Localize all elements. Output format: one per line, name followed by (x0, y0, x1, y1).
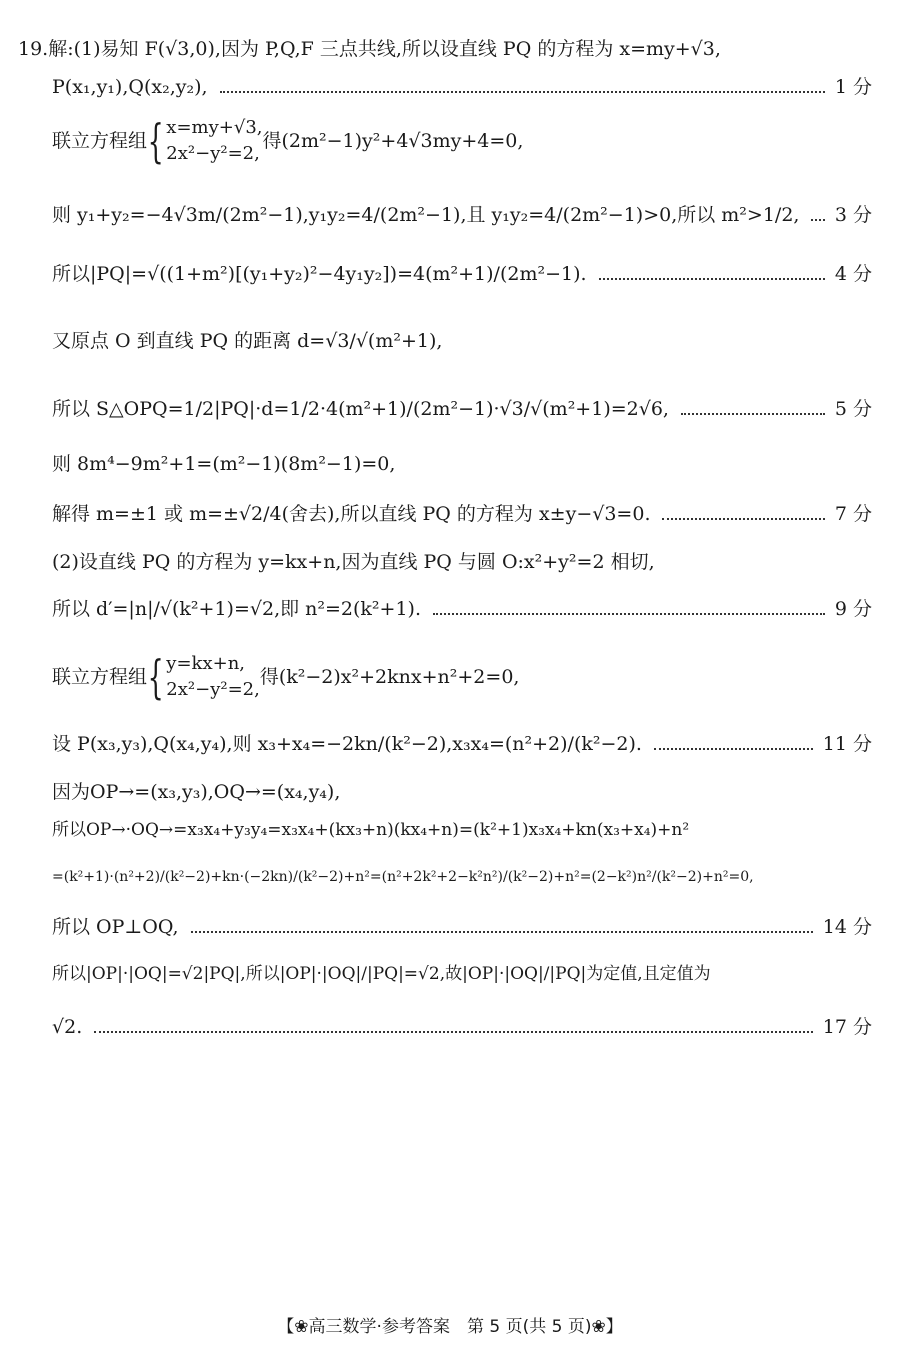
score-label: 4 分 (834, 263, 872, 285)
dot-leader (220, 91, 825, 93)
dot-leader (662, 518, 824, 520)
solution-line: 设 P(x₃,y₃),Q(x₄,y₄),则 x₃+x₄=−2kn/(k²−2),x₃x₄=(n²+2)/(k²−2). 11 分 (52, 733, 872, 755)
score-label: 14 分 (822, 916, 872, 938)
brace-glyph: { (147, 650, 164, 704)
score-label: 3 分 (834, 204, 872, 226)
score-label: 11 分 (822, 733, 872, 755)
dot-leader (654, 748, 813, 750)
solution-line: P(x₁,y₁),Q(x₂,y₂), 1 分 (52, 76, 872, 98)
solution-line: 所以OP→·OQ→=x₃x₄+y₃y₄=x₃x₄+(kx₃+n)(kx₄+n)=(k²+1)x₃x₄+kn(x₃+x₄)+n² (52, 820, 690, 840)
score-label: 5 分 (834, 398, 872, 420)
solution-line: =(k²+1)·(n²+2)/(k²−2)+kn·(−2kn)/(k²−2)+n²=(n²+2k²+2−k²n²)/(k²−2)+n²=(2−k²)n²/(k²−2)+n²=0, (52, 869, 754, 885)
solution-line: 因为OP→=(x₃,y₃),OQ→=(x₄,y₄), (52, 781, 341, 803)
dot-leader (94, 1031, 813, 1033)
score-label: 9 分 (834, 598, 872, 620)
page-footer: 【❀高三数学·参考答案 第 5 页(共 5 页)❀】 (277, 1317, 623, 1337)
solution-line: 所以 S△OPQ=1/2|PQ|·d=1/2·4(m²+1)/(2m²−1)·√3/√(m²+1)=2√6, 5 分 (52, 398, 872, 420)
dot-leader (433, 613, 825, 615)
dot-leader (599, 278, 825, 280)
solution-line: 所以|OP|·|OQ|=√2|PQ|,所以|OP|·|OQ|/|PQ|=√2,故|OP|·|OQ|/|PQ|为定值,且定值为 (52, 964, 711, 984)
solution-line: 19.解:(1)易知 F(√3,0),因为 P,Q,F 三点共线,所以设直线 PQ 的方程为 x=my+√3, (18, 38, 721, 60)
score-label: 1 分 (834, 76, 872, 98)
solution-line: 所以|PQ|=√((1+m²)[(y₁+y₂)²−4y₁y₂])=4(m²+1)/(2m²−1). 4 分 (52, 263, 872, 285)
solution-line: 联立方程组 { y=kx+n, 2x²−y²=2, 得(k²−2)x²+2knx+n²+2=0, (52, 650, 520, 704)
solution-line: 所以 d′=|n|/√(k²+1)=√2,即 n²=2(k²+1). 9 分 (52, 598, 872, 620)
solution-line: √2. 17 分 (52, 1016, 872, 1038)
solution-line: 联立方程组 { x=my+√3, 2x²−y²=2, 得(2m²−1)y²+4√3my+4=0, (52, 114, 524, 168)
solution-line: 所以 OP⊥OQ, 14 分 (52, 916, 872, 938)
equation-system: { y=kx+n, 2x²−y²=2, (147, 650, 260, 704)
score-label: 17 分 (822, 1016, 872, 1038)
dot-leader (681, 413, 825, 415)
solution-line: 则 y₁+y₂=−4√3m/(2m²−1),y₁y₂=4/(2m²−1),且 y₁y₂=4/(2m²−1)>0,所以 m²>1/2, 3 分 (52, 204, 872, 226)
equation-system: { x=my+√3, 2x²−y²=2, (147, 114, 263, 168)
solution-line: 则 8m⁴−9m²+1=(m²−1)(8m²−1)=0, (52, 453, 396, 475)
solution-line: (2)设直线 PQ 的方程为 y=kx+n,因为直线 PQ 与圆 O:x²+y²=2 相切, (52, 551, 655, 573)
dot-leader (191, 931, 813, 933)
dot-leader (811, 219, 824, 221)
solution-line: 又原点 O 到直线 PQ 的距离 d=√3/√(m²+1), (52, 330, 443, 352)
score-label: 7 分 (834, 503, 872, 525)
solution-line: 解得 m=±1 或 m=±√2/4(舍去),所以直线 PQ 的方程为 x±y−√3=0. 7 分 (52, 503, 872, 525)
brace-glyph: { (147, 114, 164, 168)
